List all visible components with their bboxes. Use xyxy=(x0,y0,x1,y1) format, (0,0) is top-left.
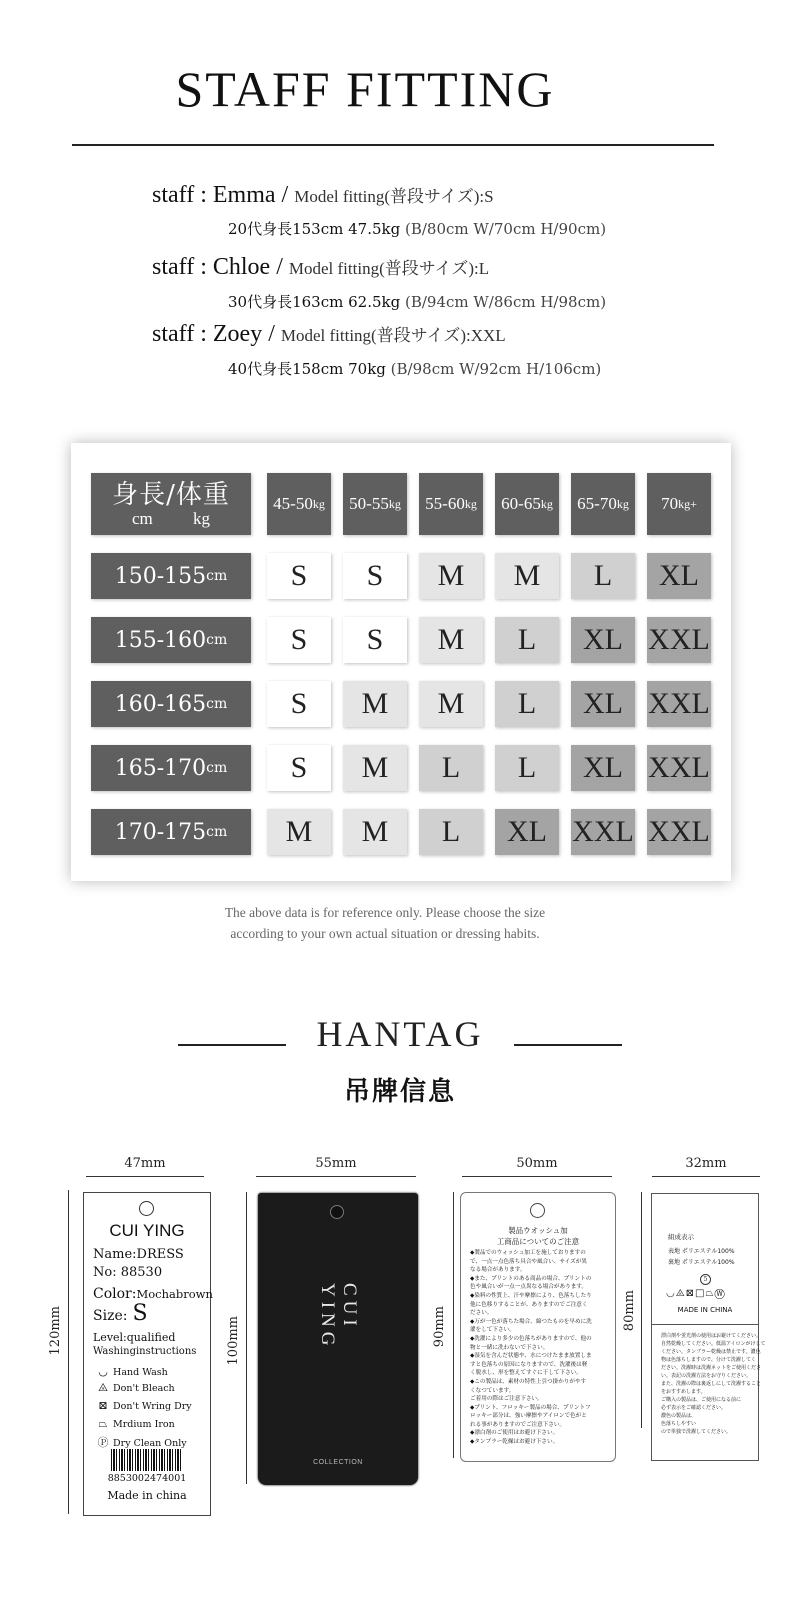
notice-line: 物と一緒に洗わないで下さい。 xyxy=(470,1344,549,1351)
staff-chloe-stats xyxy=(228,291,606,312)
weight-header: 70 kg+ xyxy=(647,473,711,535)
staff-name: staff : Zoey / xyxy=(152,321,275,347)
notice-line: ◆また、プリントのある商品の場合、プリントの xyxy=(470,1275,592,1282)
tag3-width-arrow xyxy=(462,1176,612,1177)
size-cell: S xyxy=(267,553,331,599)
hand-wash-icon: ◡ xyxy=(98,1365,108,1378)
height-range-header: 160-165 cm xyxy=(91,681,251,727)
barcode xyxy=(111,1449,183,1471)
tag4-width-label: 32mm xyxy=(685,1156,727,1171)
dry-icon: □ xyxy=(695,1288,706,1299)
height-range-header: 165-170 cm xyxy=(91,745,251,791)
tag2-height-label: 100mm xyxy=(226,1316,241,1366)
size-cell: L xyxy=(419,745,483,791)
page-title: STAFF FITTING xyxy=(175,61,555,117)
no-bleach-icon: ⨻ xyxy=(675,1288,686,1299)
tag1-height-label: 120mm xyxy=(48,1306,63,1356)
size-cell: M xyxy=(343,809,407,855)
care-text-line: 必ず表示をご確認ください。 xyxy=(661,1405,727,1411)
wash-icon: ◡ xyxy=(666,1288,676,1299)
size-cell: L xyxy=(419,809,483,855)
care-text-line: い。表記の洗濯方法をお守りください。 xyxy=(661,1373,752,1379)
size-cell: M xyxy=(419,681,483,727)
staff-name: staff : Emma / xyxy=(152,182,289,208)
size-cell: S xyxy=(267,681,331,727)
size-cell: S xyxy=(343,553,407,599)
notice-body xyxy=(470,1249,610,1447)
notice-line: すと色落ちの原因になりますので、洗濯後は軽 xyxy=(470,1361,588,1368)
label-fold-line xyxy=(652,1324,758,1325)
notice-line: ◆湿気を含んだ状態や、水につけたまま放置しま xyxy=(470,1353,592,1360)
tag3-width-label: 50mm xyxy=(516,1156,558,1171)
tag-level-row: Level:qualified xyxy=(93,1331,176,1344)
weight-header: 55-60 kg xyxy=(419,473,483,535)
notice-line: ご着用の際はご注意下さい。 xyxy=(470,1396,543,1403)
notice-line: ださい。 xyxy=(470,1310,493,1317)
reference-note xyxy=(0,902,770,944)
care-text-line: また、洗濯の際は裏返しにして洗濯すること xyxy=(661,1381,762,1387)
no-wring-icon: ⊠ xyxy=(98,1399,108,1412)
dry-clean-icon: Ⓟ xyxy=(97,1436,109,1449)
care-text-line: ご購入の製品は、ご使用になる前に xyxy=(661,1397,742,1403)
size-cell: XL xyxy=(495,809,559,855)
staff-measures: (B/94cm W/86cm H/98cm) xyxy=(404,293,607,311)
weight-header: 45-50 kg xyxy=(267,473,331,535)
care-text-line: 色落ちしやすい xyxy=(661,1421,697,1427)
tag-origin: Made in china xyxy=(107,1489,187,1502)
care-no-wring: ⊠ Don't Wring Dry xyxy=(96,1399,192,1412)
note-line: The above data is for reference only. Please choose the size xyxy=(224,905,546,920)
tag4-width-arrow xyxy=(652,1176,760,1177)
care-dry-clean: Ⓟ Dry Clean Only xyxy=(97,1436,187,1449)
iron-icon: ⏢ xyxy=(98,1417,108,1430)
weight-header: 60-65 kg xyxy=(495,473,559,535)
care-symbols-row xyxy=(666,1288,746,1299)
size-cell: XL xyxy=(647,553,711,599)
tag-hole xyxy=(139,1201,154,1216)
tag2-height-arrow xyxy=(246,1192,247,1484)
care-text-line: ください。タンブラー乾燥は禁止です。濃色 xyxy=(661,1349,761,1355)
notice-line: れる事がありますのでご注意下さい。 xyxy=(470,1421,566,1428)
size-cell: XL xyxy=(571,617,635,663)
notice-line: ◆万が一色が落ちた場合、綿つたものを早めに洗 xyxy=(470,1318,592,1325)
no-tumble-icon: ⊠ xyxy=(685,1288,696,1299)
care-iron: ⏢ Mrdium Iron xyxy=(96,1417,175,1431)
size-cell: M xyxy=(343,745,407,791)
size-cell: S xyxy=(267,617,331,663)
weight-header: 65-70 kg xyxy=(571,473,635,535)
care-hand-wash: ◡ Hand Wash xyxy=(96,1365,168,1378)
notice-line: くなつています。 xyxy=(470,1387,515,1394)
tag-no-row: No: 88530 xyxy=(93,1265,163,1280)
recycle-icon: 5 xyxy=(700,1274,711,1285)
composition-line: 表地 ポリエステル100% xyxy=(668,1248,735,1255)
tag4-height-label: 80mm xyxy=(622,1290,637,1332)
staff-zoey-line xyxy=(152,321,506,348)
care-text-line: ので単独で洗濯してください。 xyxy=(661,1429,732,1435)
notice-line: ◆漂白剤のご使用はお避け下さい。 xyxy=(470,1430,559,1437)
composition-line: 裏地 ポリエステル100% xyxy=(668,1259,735,1266)
notice-line: ◆プリント、フロッキー製品の場合、プリントフ xyxy=(470,1404,591,1411)
size-cell: XXL xyxy=(647,617,711,663)
notice-line: ◆染料の性質上、汗や摩擦により、色落ちしたり xyxy=(470,1292,592,1299)
height-range-header: 170-175 cm xyxy=(91,809,251,855)
height-range-header: 155-160 cm xyxy=(91,617,251,663)
tag-brand-vertical-wrap xyxy=(317,1283,360,1403)
notice-line: ◆この製品は、素材の特性上引つ掛かりがやす xyxy=(470,1378,587,1385)
staff-stats-text: 30代身長163cm 62.5kg xyxy=(228,293,401,311)
staff-measures: (B/80cm W/70cm H/90cm) xyxy=(404,220,607,238)
staff-measures: (B/98cm W/92cm H/106cm) xyxy=(390,360,602,378)
hangtag-brand-card xyxy=(258,1193,418,1485)
notice-heading-1: 製品ウオッシュ加 xyxy=(508,1226,568,1235)
notice-line: ◆タンブラー乾燥はお避け下さい。 xyxy=(470,1439,559,1446)
size-cell: XXL xyxy=(571,809,635,855)
size-cell: M xyxy=(267,809,331,855)
notice-line: 色や風合いが一点一点異なる場合があります。 xyxy=(470,1284,588,1291)
notice-line: で、一点一点色落ち具合や風合い、サイズが異 xyxy=(470,1258,587,1265)
staff-name: staff : Chloe / xyxy=(152,254,283,280)
staff-chloe-line xyxy=(152,254,489,281)
tag-color-row: Color:Mochabrown xyxy=(93,1286,213,1302)
care-text-line: 自然乾燥してください。低温アイロンがけして xyxy=(661,1341,766,1347)
staff-fitting: Model fitting(普段サイズ):XXL xyxy=(280,326,506,345)
size-cell: M xyxy=(495,553,559,599)
staff-emma-stats xyxy=(228,218,606,239)
size-chart-card xyxy=(71,443,731,881)
tag3-height-arrow xyxy=(453,1192,454,1458)
hangtag-care-notice-card xyxy=(460,1192,616,1462)
size-cell: M xyxy=(343,681,407,727)
composition-title: 組成表示 xyxy=(668,1233,694,1241)
care-text-line: 濃色の製品は、 xyxy=(661,1413,697,1419)
staff-fitting: Model fitting(普段サイズ):L xyxy=(288,259,490,278)
hangtag-info-card xyxy=(83,1192,211,1516)
hantag-rule-right xyxy=(514,1044,622,1046)
tag2-width-label: 55mm xyxy=(315,1156,357,1171)
size-cell: XXL xyxy=(647,809,711,855)
tag-hole xyxy=(530,1203,545,1218)
size-cell: XL xyxy=(571,681,635,727)
tag-brand: CUI YING xyxy=(109,1221,185,1240)
tag-collection-label: COLLECTION xyxy=(313,1459,363,1466)
tag-size-row: Size: S xyxy=(93,1301,148,1326)
size-cell: M xyxy=(419,617,483,663)
size-cell: XXL xyxy=(647,745,711,791)
size-cell: L xyxy=(495,617,559,663)
staff-stats-text: 40代身長158cm 70kg xyxy=(228,360,386,378)
size-cell: XXL xyxy=(647,681,711,727)
corner-top-label: 身長/体重 xyxy=(112,479,230,510)
dry-clean-icon: Ⓦ xyxy=(714,1288,726,1299)
barcode-number: 8853002474001 xyxy=(107,1473,187,1484)
no-bleach-icon: ⨻ xyxy=(98,1381,108,1394)
note-line: according to your own actual situation or dressing habits. xyxy=(230,926,540,941)
notice-line: 濯をして下さい。 xyxy=(470,1327,515,1334)
staff-emma-line xyxy=(152,182,494,209)
tag-brand-vertical: CUI YING xyxy=(317,1283,360,1351)
hantag-title: HANTAG xyxy=(316,1014,484,1054)
size-cell: XL xyxy=(571,745,635,791)
notice-line: 他に色移りすることが、ありますのでご注意く xyxy=(470,1301,588,1308)
notice-heading-2: 工商品についてのご注意 xyxy=(496,1237,580,1246)
tag-hole xyxy=(330,1205,344,1219)
notice-line: く脱水し、形を整えてすぐに干して下さい。 xyxy=(470,1370,582,1377)
care-text-line: 物は色落ちしますので、分けて洗濯してく xyxy=(661,1357,756,1363)
care-text-line: をおすすめします。 xyxy=(661,1389,706,1395)
staff-stats-text: 20代身長153cm 47.5kg xyxy=(228,220,401,238)
made-in-label: MADE IN CHINA xyxy=(677,1306,733,1314)
staff-zoey-stats xyxy=(228,358,601,379)
tag2-width-arrow xyxy=(256,1176,416,1177)
notice-line: ロッキー部分は、強い摩擦やアイロンで色がと xyxy=(470,1413,587,1420)
tag-wash-title: Washinginstructions xyxy=(93,1346,197,1357)
size-cell: L xyxy=(571,553,635,599)
tag4-height-arrow xyxy=(641,1192,642,1428)
notice-line: ◆製品でのウォッシュ加工を施しておりますの xyxy=(470,1250,586,1256)
care-text-body xyxy=(661,1332,766,1436)
notice-line: なる場合があります。 xyxy=(470,1267,526,1274)
height-range-header: 150-155 cm xyxy=(91,553,251,599)
weight-header: 50-55 kg xyxy=(343,473,407,535)
staff-fitting: Model fitting(普段サイズ):S xyxy=(294,187,494,206)
composition-label-card xyxy=(651,1193,766,1461)
hantag-subtitle: 吊牌信息 xyxy=(343,1077,456,1107)
size-cell: L xyxy=(495,681,559,727)
tag3-height-label: 90mm xyxy=(432,1306,447,1348)
size-chart-corner-header xyxy=(91,473,251,535)
corner-bottom-label: cm kg xyxy=(131,508,211,528)
size-cell: S xyxy=(343,617,407,663)
size-cell: S xyxy=(267,745,331,791)
care-text-line: ださい。洗濯時は洗濯ネットをご使用くださ xyxy=(661,1365,762,1371)
title-divider xyxy=(72,144,714,146)
iron-icon: ⏢ xyxy=(705,1288,715,1299)
care-no-bleach: ⨻ Don't Bleach xyxy=(96,1381,175,1395)
tag1-height-arrow xyxy=(68,1190,69,1514)
tag-name-row: Name:DRESS xyxy=(93,1247,184,1262)
notice-line: ◆洗濯により多少の色落ちがありますので、他の xyxy=(470,1335,592,1342)
size-cell: L xyxy=(495,745,559,791)
tag1-width-label: 47mm xyxy=(124,1156,166,1171)
size-cell: M xyxy=(419,553,483,599)
tag1-width-arrow xyxy=(86,1176,204,1177)
care-text-line: 漂白剤や蛍光剤の使用はお避けてください。 xyxy=(661,1333,762,1339)
